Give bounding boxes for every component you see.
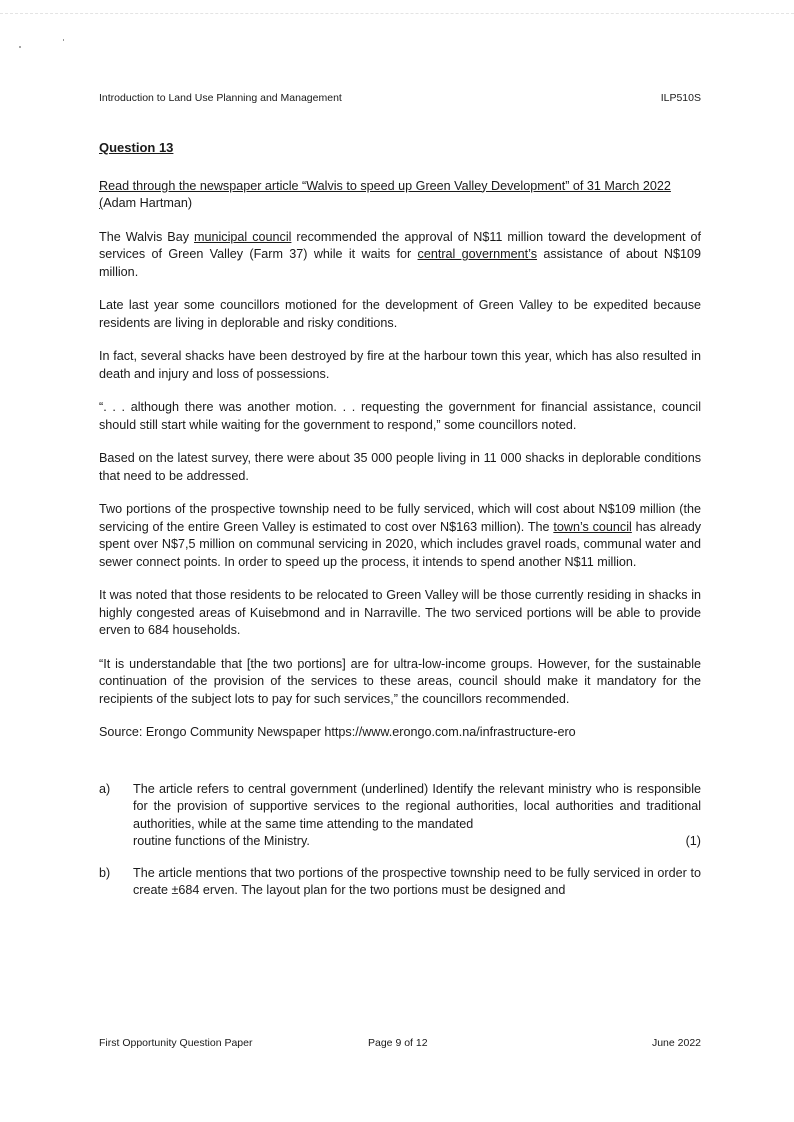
page-footer [99, 1037, 701, 1049]
article-paragraph-8: “It is understandable that [the two portions] are for ultra-low-income groups. However, for the sustainable continuation of the provision of the services to these areas, council should make it mandatory for the recipients of the subject lots to pay for such services,” the councillors recommended. [99, 656, 701, 706]
article-paragraph-5: Based on the latest survey, there were about 35 000 people living in 11 000 shacks in deplorable conditions that need to be addressed. [99, 451, 701, 483]
page-content [99, 139, 701, 914]
question-text [133, 781, 701, 851]
question-marks: (1) [685, 834, 701, 848]
text-run: recommended the approval of N$11 million toward the development of services of Green Valley (Farm 37) while it waits for [99, 229, 702, 261]
page-number: Page 9 of 12 [368, 1037, 428, 1049]
footer-left: First Opportunity Question Paper [99, 1037, 253, 1049]
instruction-author: Adam Hartman) [103, 196, 193, 210]
article-paragraph-1 [99, 229, 701, 282]
question-last-line [133, 833, 701, 851]
underlined-term: central government’s [417, 247, 538, 261]
instruction-underlined-text: Read through the newspaper article “Walvis to speed up Green Valley Development” of 31 March 2022 ( [99, 178, 671, 210]
text-run: The Walvis Bay [99, 229, 195, 244]
article-paragraph-6 [99, 501, 701, 571]
source-citation: Source: Erongo Community Newspaper https://www.erongo.com.na/infrastructure-ero [99, 725, 576, 739]
question-item-a [99, 781, 701, 851]
question-item-b [99, 865, 701, 900]
underlined-term: municipal council [194, 229, 292, 244]
course-title: Introduction to Land Use Planning and Management [99, 92, 342, 104]
question-body-end: routine functions of the Ministry. [133, 834, 310, 848]
article-paragraph-2: Late last year some councillors motioned for the development of Green Valley to be expedited because residents are living in deplorable and risky conditions. [99, 298, 701, 330]
scan-speck [63, 39, 64, 41]
article-paragraph-7: It was noted that those residents to be relocated to Green Valley will be those currently residing in shacks in highly congested areas of Kuisebmond and in Narraville. The two serviced portions will be able to provide erven to 684 households. [99, 588, 701, 637]
text-run: Two portions of the prospective township need to be fully serviced, which will cost about N$109 million (the servicing of the entire Green Valley is estimated to cost over N$163 million). The [99, 502, 701, 534]
question-title: Question 13 [99, 140, 174, 155]
question-label: b) [99, 865, 111, 880]
question-text: The article mentions that two portions of the prospective township need to be fully serviced in order to create ±684 erven. The layout plan for the two portions must be designed and [133, 865, 701, 897]
footer-date: June 2022 [651, 1037, 701, 1049]
course-code: ILP510S [660, 92, 701, 104]
page-header [99, 92, 701, 104]
question-label: a) [99, 781, 111, 796]
question-body: The article refers to central government (underlined) Identify the relevant ministry who is responsible for the provision of supportive services to the regional authorities, local authorities and traditional authorities, while at the same time attending to the mandated [133, 781, 701, 831]
scan-edge-line [0, 13, 794, 14]
scan-speck [19, 46, 21, 48]
text-run: has already spent over N$7,5 million on communal servicing in 2020, which includes gravel roads, communal water and sewer connect points. In order to speed up the process, it intends to spend another N$11 million. [99, 519, 702, 569]
article-paragraph-4: “. . . although there was another motion. . . requesting the government for financial assistance, council should still start while waiting for the government to respond,” some councillors noted. [99, 400, 701, 432]
article-paragraph-3: In fact, several shacks have been destroyed by fire at the harbour town this year, which has also resulted in death and injury and loss of possessions. [99, 349, 701, 381]
instruction-paragraph [99, 178, 701, 213]
text-run: assistance of about N$109 million. [99, 247, 701, 279]
underlined-term: town’s council [553, 519, 632, 534]
